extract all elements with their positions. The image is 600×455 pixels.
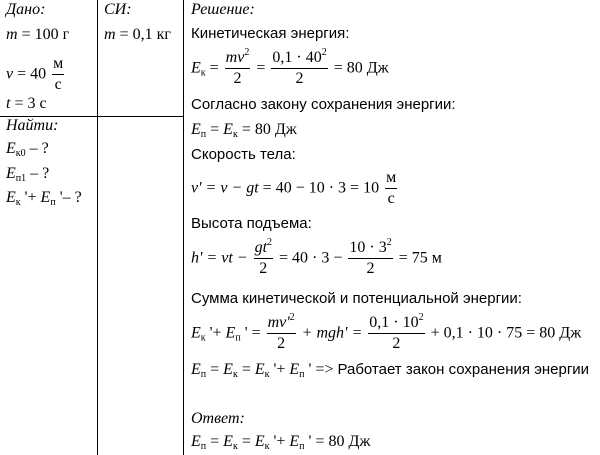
find-item-sum: $E_к$ '+ $E_п$ '– ? <box>6 189 82 208</box>
solution-height-title: Высота подъема: <box>191 215 312 232</box>
solution-sum-formula: $E_к$ '+ $E_п$ ' = $\frac{mv'^2}{2}$ + mgh' = $\frac{0,1 \cdot 10^2}{2}$ + 0,1 · 10 · 75 = 80 Дж <box>191 312 582 352</box>
given-mass: m = 100 г <box>6 26 70 43</box>
solution-conservation-title: Согласно закону сохранения энергии: <box>191 96 456 113</box>
solution-kinetic-formula: $E_к$ = $\frac{mv^2}{2}$ = $\frac{0,1 \cdot 40^2}{2}$ = 80 Дж <box>191 47 389 87</box>
column-divider-right <box>183 0 184 455</box>
given-time: t = 3 с <box>6 95 47 112</box>
solution-conclusion: $E_п = E_к = E_к$ '+ $E_п$ ' => Работает закон сохранения энергии <box>191 361 590 380</box>
solution-sum-title: Сумма кинетической и потенциальной энергии: <box>191 290 522 307</box>
solution-velocity-formula: v' = v − gt = 40 − 10 · 3 = 10 $\frac{м}{с}$ <box>191 169 397 207</box>
find-item-potential: $E_{п1}$ – ? <box>6 165 50 184</box>
solution-velocity-title: Скорость тела: <box>191 146 296 163</box>
solution-height-formula: h' = vt − $\frac{gt^2}{2}$ = 40 · 3 − $\frac{10 \cdot 3^2}{2}$ = 75 м <box>191 237 442 277</box>
si-header: СИ: <box>104 1 132 18</box>
solution-conservation-formula: $E_п = E_к = 80$ Дж <box>191 121 297 140</box>
si-mass: m = 0,1 кг <box>104 26 171 43</box>
solution-kinetic-title: Кинетическая энергия: <box>191 25 350 42</box>
column-divider-left <box>97 0 98 455</box>
find-item-kinetic: $E_{к0}$ – ? <box>6 140 49 159</box>
solution-header: Решение: <box>191 1 255 18</box>
given-header: Дано: <box>6 1 46 18</box>
answer-header: Ответ: <box>191 410 245 427</box>
find-header: Найти: <box>6 117 59 134</box>
given-velocity: v = 40 $\frac{м}{с}$ <box>6 55 64 93</box>
answer-formula: $E_п = E_к = E_к$ '+ $E_п$ ' = 80 Дж <box>191 433 371 452</box>
